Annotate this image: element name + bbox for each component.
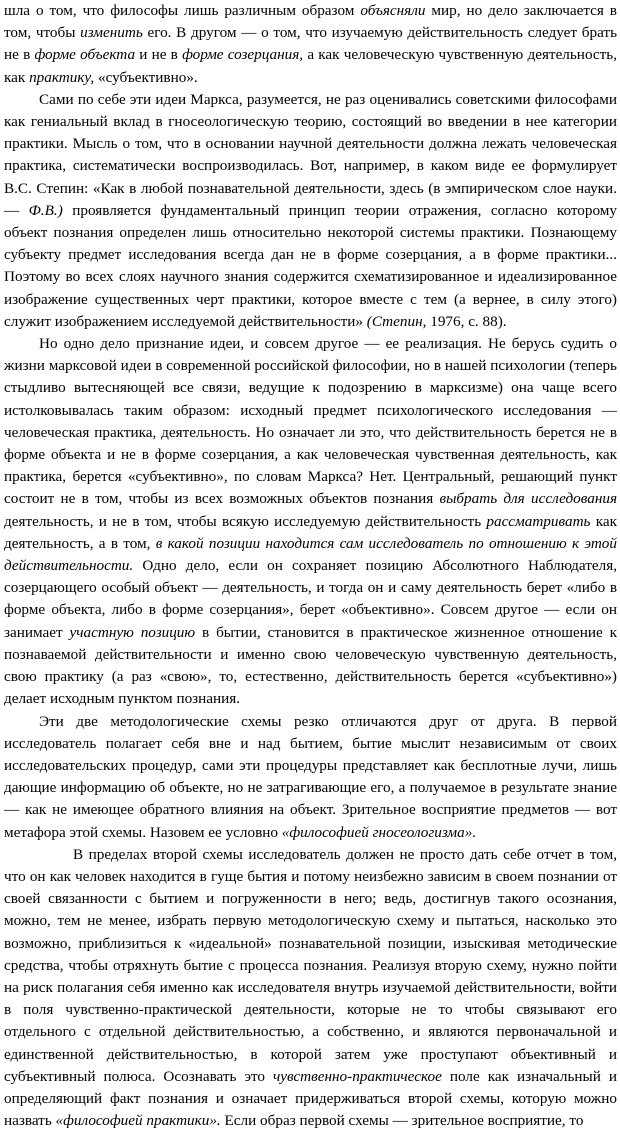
italic-text-run: Ф.В.) bbox=[28, 201, 63, 219]
text-run: в бытии, становится в практическое жизненное отношение к познаваемой действительности и именно свою человеческую чувственную деятельность, свою практику (а раз «свою», то, естественно, действительность берется «субъективно») делает исходным пунктом познания. bbox=[4, 623, 617, 708]
paragraph bbox=[4, 0, 617, 89]
text-run: В пределах второй схемы исследователь должен не просто дать себе отчет в том, что он как человек находится в гуще бытия и потому неизбежно зависим в своем познании от своей связанности с бытием и погруженности в него; ведь, достигнув такого осознания, можно, тем не менее, избрать первую методологическую схему и пытаться, насколько это возможно, приблизиться к «идеальной» познавательной позиции, изыскивая методические средства, чтобы отряхнуть бытие с процесса познания. Реализуя вторую схему, нужно пойти на риск полагания себя именно как исследователя внутрь изучаемой действительности, войти в поля чувственно-практической деятельности, которые не то чтобы связывают его отдельного с отдельной действительностью, а собственно, и являются первоначальной и единственной действительностью, в которой затем уже проступают объективный и субъективный полюса. Осознавать это bbox=[4, 845, 617, 1085]
paragraph bbox=[4, 333, 617, 710]
text-run: шла о том, что философы лишь различным образом bbox=[4, 2, 361, 19]
italic-text-run: «философией практики». bbox=[55, 1112, 221, 1130]
text-run: проявляется фундаментальный принцип теории отражения, согласно которому объект познания определен лишь относительно некоторой системы практики. Познающему субъекту предмет исследования всегда дан не в форме созерцания, а в форме практики... Поэтому во всех слоях научного знания содержится схематизированное и идеализированное изображение существенных черт практики, которое вместе с тем (а вернее, в силу этого) служит изображением исследуемой действительности» bbox=[4, 201, 617, 330]
text-run: его. В другом — о том, что изучаемую действительность следует брать не в bbox=[4, 24, 617, 64]
text-run: Если образ первой схемы — зрительное восприятие, то bbox=[220, 1112, 584, 1130]
paragraph bbox=[4, 89, 617, 333]
text-run: поле как изначальный и определяющий факт познания и означает придерживаться второй схемы, которую можно назвать bbox=[4, 1067, 617, 1130]
italic-text-run: в какой позиции находится сам исследователь по отношению к этой действительности. bbox=[4, 534, 617, 575]
text-run: как деятельность, а в том, bbox=[4, 512, 617, 552]
italic-text-run: изменить bbox=[80, 24, 143, 42]
text-run: деятельность, и не в том, чтобы всякую исследуемую действительность bbox=[4, 512, 487, 530]
text-run: мир, но дело заключается в том, чтобы bbox=[4, 2, 617, 42]
italic-text-run: форме объекта bbox=[34, 46, 136, 64]
italic-text-run: выбрать для исследования bbox=[439, 490, 618, 508]
text-run: 1976, с. 88). bbox=[426, 312, 507, 330]
text-run: Но одно дело признание идеи, и совсем другое — ее реализация. Не берусь судить о жизни марксовой идеи в современной российской философии, но в нашей психологии (теперь стыдливо вытесняющей все связи, ведущие к подозрению в марксизме) она чаще всего истолковывалась таким образом: исходный предмет психологического исследования — человеческая практика, деятельность. Но означает ли это, что действительность берется не в форме объекта и не в форме созерцания, а как человеческая чувственная деятельность, как практика, берется «субъективно», по словам Маркса? Нет. Центральный, решающий пункт состоит не в том, чтобы из всех возможных объектов познания bbox=[4, 335, 617, 508]
text-run: Эти две методологические схемы резко отличаются друг от друга. В первой исследователь полагает себя вне и над бытием, бытие мыслит независимым от своих исследовательских процедур, сами эти процедуры представляет как бесплотные лучи, лишь дающие информацию об объекте, но не затрагивающие его, а получаемое в результате знание — как не имеющее обратного влияния на объект. Зрительное восприятие предметов — вот метафора этой схемы. Назовем ее условно bbox=[4, 712, 617, 841]
italic-text-run: практику, bbox=[29, 68, 95, 86]
italic-text-run: форме созерцания, bbox=[182, 46, 304, 64]
text-run: и не в bbox=[135, 46, 183, 64]
paragraph bbox=[4, 844, 617, 1132]
italic-text-run: участную позицию bbox=[69, 623, 196, 641]
paragraph bbox=[4, 711, 617, 844]
italic-text-run: рассматривать bbox=[486, 512, 591, 530]
text-run: Сами по себе эти идеи Маркса, разумеется, не раз оценивались советскими философами как гениальный вклад в гносеологическую теорию, состоящий во введении в нее категории практики. Мысль о том, что в основании научной деятельности должна лежать человеческая практика, систематически воспроизводилась. Вот, например, в каком виде ее формулирует В.С. Степин: «Как в любой познавательной деятельности, здесь (в эмпирическом слое науки. — bbox=[4, 90, 617, 219]
text-run: Одно дело, если он сохраняет позицию Абсолютного Наблюдателя, созерцающего особый объект — деятельность, и тогда он и саму деятельность берет «либо в форме объекта, либо в форме созерцания», берет «объективно». Совсем другое — если он занимает bbox=[4, 557, 617, 641]
italic-text-run: (Степин, bbox=[366, 312, 427, 330]
text-run: а как человеческую чувственную деятельность, как bbox=[4, 46, 618, 86]
text-run: «субъективно». bbox=[94, 68, 198, 86]
italic-text-run: чувственно-практическое bbox=[273, 1067, 442, 1085]
italic-text-run: объясняли bbox=[360, 2, 426, 19]
italic-text-run: «философией гносеологизма». bbox=[281, 823, 477, 841]
